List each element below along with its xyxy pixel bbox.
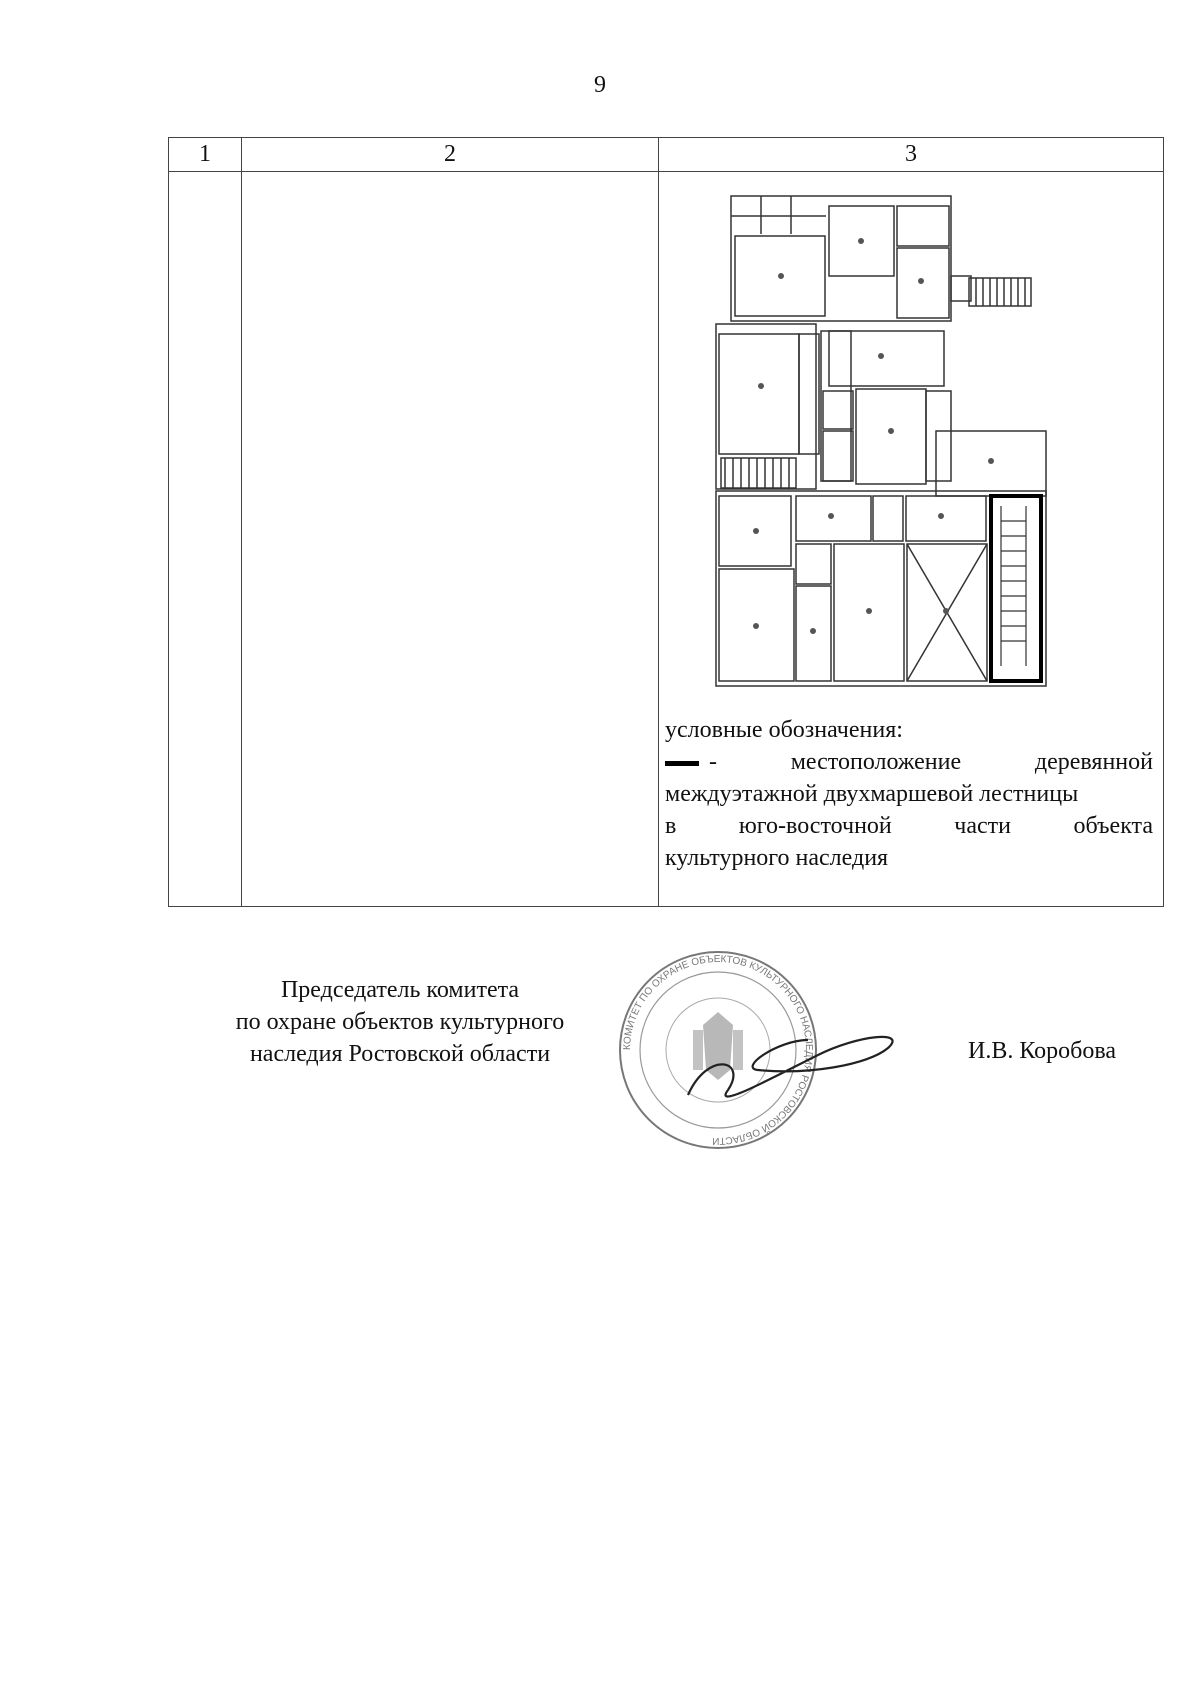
header-cell-1: 1: [169, 138, 242, 172]
legend-word: деревянной: [1034, 749, 1153, 775]
legend-word: -: [709, 749, 717, 775]
document-table: [168, 137, 1164, 907]
body-cell-1: [169, 172, 242, 907]
header-cell-2: 2: [242, 138, 659, 172]
table-body-row: [169, 172, 1164, 907]
position-line: наследия Ростовской области: [249, 1041, 551, 1067]
signatory-name: И.В. Коробова: [968, 1038, 1117, 1064]
legend-line-1: [665, 746, 1153, 778]
position-line: Председатель комитета: [280, 977, 520, 1003]
legend-word: объекта: [1073, 813, 1153, 839]
floor-plan-container: [659, 172, 1163, 712]
legend-dash: [665, 746, 717, 778]
legend-title: условные обозначения:: [665, 717, 903, 743]
legend-word: части: [954, 813, 1011, 839]
table-header-row: [169, 138, 1164, 172]
legend-line-2: междуэтажной двухмаршевой лестницы: [665, 781, 1079, 807]
header-cell-3: 3: [659, 138, 1164, 172]
seal-text: КОМИТЕТ ПО ОХРАНЕ ОБЪЕКТОВ КУЛЬТУРНОГО НАСЛЕДИЯ РОСТОВСКОЙ ОБЛАСТИ: [621, 953, 815, 1147]
signatory-position: [190, 974, 610, 1070]
legend-line-marker: [665, 761, 699, 766]
legend-word: местоположение: [790, 749, 962, 775]
legend-line-3: [665, 810, 1153, 842]
floor-plan-drawing: [701, 186, 1071, 691]
official-seal: [618, 930, 938, 1170]
position-line: по охране объектов культурного: [235, 1009, 565, 1035]
legend: [659, 712, 1163, 880]
body-cell-3: [659, 172, 1164, 907]
legend-line-4: культурного наследия: [665, 845, 889, 871]
legend-word: юго-восточной: [738, 813, 892, 839]
page-number: 9: [594, 72, 606, 98]
body-cell-2: [242, 172, 659, 907]
legend-word: в: [665, 813, 677, 839]
